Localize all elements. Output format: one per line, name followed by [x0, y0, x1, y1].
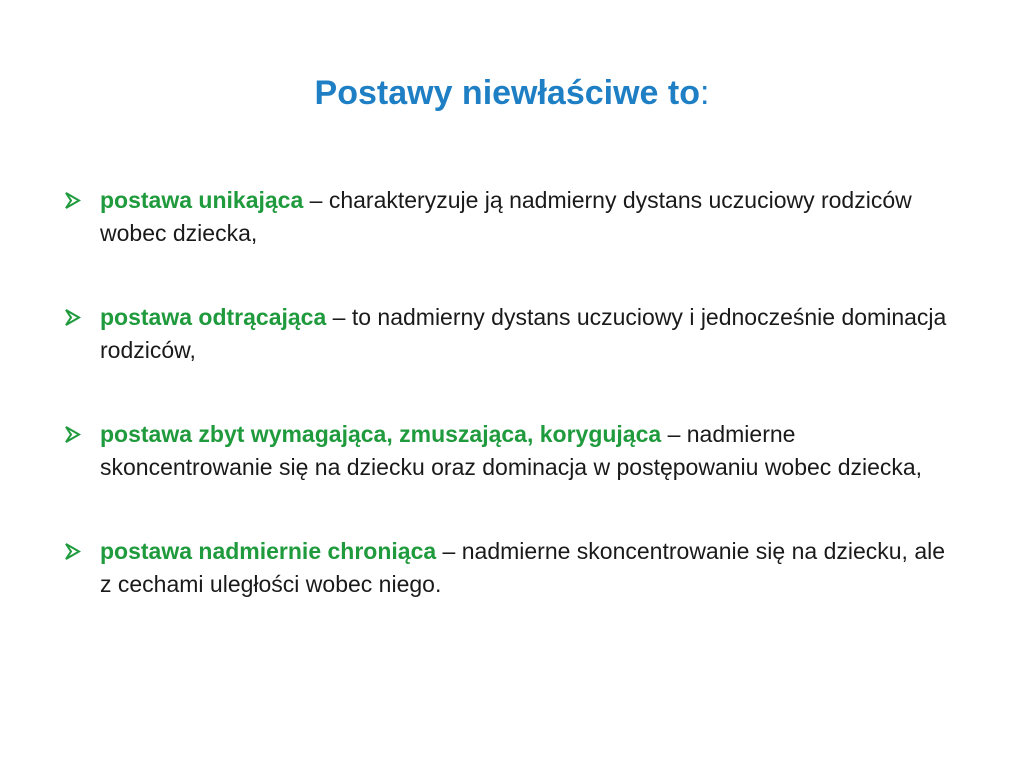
bullet-term: postawa zbyt wymagająca, zmuszająca, korygująca — [100, 421, 662, 447]
arrow-bullet-icon — [62, 184, 86, 217]
bullet-text: – nadmierne skoncentrowanie się na dziecku oraz dominacja w postępowaniu wobec dziecka, — [100, 421, 923, 480]
bullet-term: postawa odtrącająca — [100, 304, 327, 330]
arrow-bullet-icon — [62, 301, 86, 334]
arrow-bullet-icon — [62, 535, 86, 568]
bullet-item — [62, 535, 962, 601]
slide-title-text: Postawy niewłaściwe to — [314, 74, 701, 112]
bullet-item — [62, 184, 962, 250]
bullet-term: postawa unikająca — [100, 187, 304, 213]
slide-title-colon: : — [700, 74, 710, 112]
bullet-item — [62, 418, 962, 484]
slide-title — [0, 74, 1024, 113]
bullet-item — [62, 301, 962, 367]
bullet-text: – charakteryzuje ją nadmierny dystans uczuciowy rodziców wobec dziecka, — [100, 187, 912, 246]
bullet-text: – to nadmierny dystans uczuciowy i jednocześnie dominacja rodziców, — [100, 304, 947, 363]
bullet-text: – nadmierne skoncentrowanie się na dziecku, ale z cechami uległości wobec niego. — [100, 538, 946, 597]
bullet-term: postawa nadmiernie chroniąca — [100, 538, 437, 564]
bullet-list — [62, 184, 962, 601]
arrow-bullet-icon — [62, 418, 86, 451]
